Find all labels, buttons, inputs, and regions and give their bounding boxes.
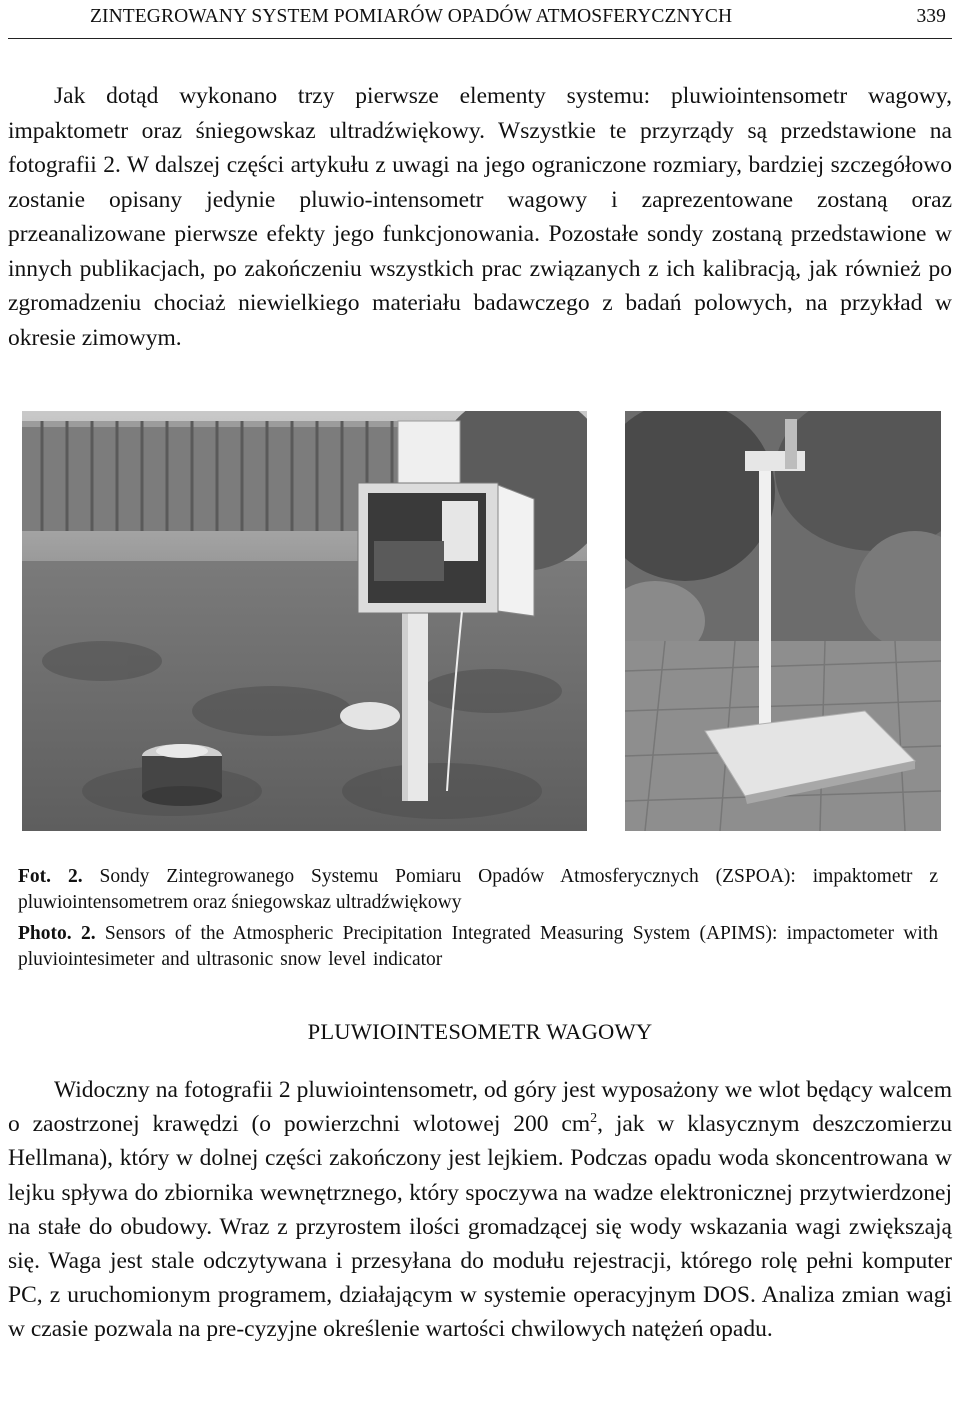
photo-snow-indicator-illustration bbox=[625, 411, 941, 831]
caption-text-polish: Sondy Zintegrowanego Systemu Pomiaru Opadów Atmosferycznych (ZSPOA): impaktometr z pluwiointensometrem oraz śniegowskaz ultradźwiękowy bbox=[18, 866, 938, 913]
photo-caption-polish bbox=[18, 864, 938, 915]
section-title: PLUWIOINTESOMETR WAGOWY bbox=[307, 1019, 653, 1044]
superscript-2: 2 bbox=[590, 1111, 598, 1127]
intro-paragraph-text: Jak dotąd wykonano trzy pierwsze elementy systemu: pluwiointensometr wagowy, impaktometr oraz śniegowskaz ultradźwiękowy. Wszystkie te przyrządy są przedstawione na fotografii 2. W dalszej części artykułu z uwagi na jego ograniczone rozmiary, bardziej szczegółowo zostanie opisany jedynie pluwio-intensometr wagowy i zaprezentowane zostaną oraz przeanalizowane pierwsze efekty jego funkcjonowania. Pozostałe sondy zostaną przedstawione w innych publikacjach, po zakończeniu wszystkich prac związanych z ich kalibracją, jak również po zgromadzeniu chociaż niewielkiego materiału badawczego z badań polowych, na przykład w okresie zimowym. bbox=[8, 83, 952, 351]
photo-impactometer-with-pluviointensometer bbox=[22, 411, 587, 831]
caption-text-english: Sensors of the Atmospheric Precipitation Integrated Measuring System (APIMS): impactometer with pluviointesimeter and ultrasonic snow level indicator bbox=[18, 923, 939, 970]
body-paragraph-part1: Widoczny na fotografii 2 pluwiointensometr, od góry jest wyposażony we wlot będący walcem o zaostrzonej krawędzi (o powierzchni wlotowej 200 cm bbox=[8, 1077, 952, 1138]
caption-label-polish: Fot. 2. bbox=[18, 866, 83, 887]
body-paragraph bbox=[8, 1073, 952, 1347]
intro-paragraph bbox=[8, 79, 952, 355]
running-header bbox=[8, 0, 952, 39]
photo-caption-english bbox=[18, 921, 938, 972]
page-number: 339 bbox=[916, 6, 946, 27]
photo-impactometer-illustration bbox=[22, 411, 587, 831]
body-paragraph-part2: , jak w klasycznym deszczomierzu Hellmana), który w dolnej części zakończony jest lejkiem. Podczas opadu woda skoncentrowana w lejku spływa do zbiornika wewnętrznego, który spoczywa na wadze elektronicznej przytwierdzonej na stałe do obudowy. Wraz z przyrostem ilości gromadzącej się wody wskazania wagi zwiększają się. Waga jest stale odczytywana i przesyłana do modułu rejestracji, którego rolę pełni komputer PC, z uruchomionym programem, działającym w systemie operacyjnym DOS. Analiza zmian wagi w czasie pozwala na pre-cyzyjne określenie wartości chwilowych natężeń opadu. bbox=[8, 1111, 952, 1343]
photo-ultrasonic-snow-level-indicator bbox=[625, 411, 941, 831]
caption-label-english: Photo. 2. bbox=[18, 923, 96, 944]
running-title: ZINTEGROWANY SYSTEM POMIARÓW OPADÓW ATMOSFERYCZNYCH bbox=[90, 6, 733, 27]
